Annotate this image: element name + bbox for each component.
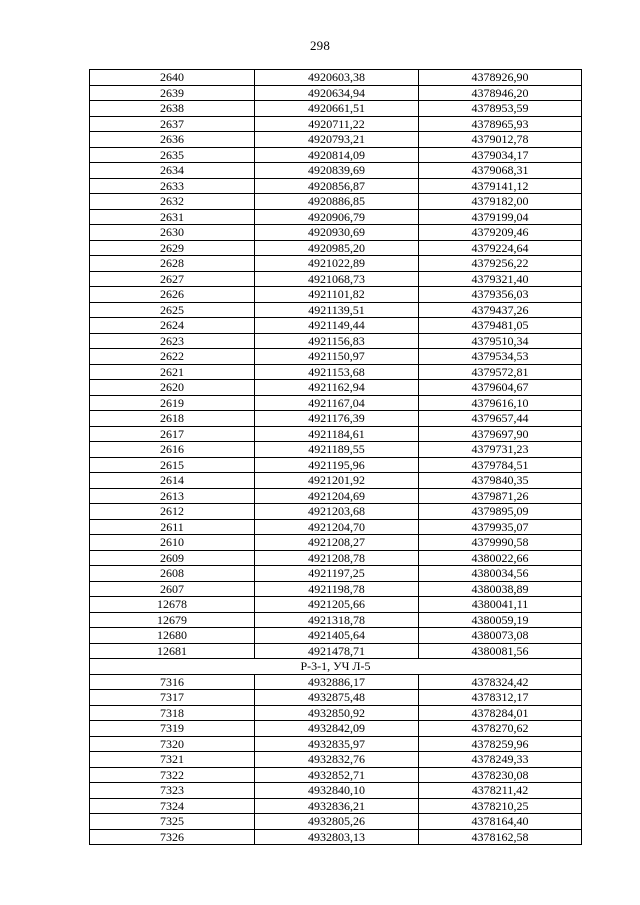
y-coordinate-cell: 4379510,34 (419, 333, 582, 349)
table-row (90, 209, 582, 225)
table-row (90, 240, 582, 256)
point-number-cell: 2611 (90, 519, 255, 535)
point-number-cell: 2614 (90, 473, 255, 489)
x-coordinate-cell: 4921208,27 (255, 535, 419, 551)
table-row (90, 85, 582, 101)
table-row (90, 643, 582, 659)
x-coordinate-cell: 4920839,69 (255, 163, 419, 179)
table-row (90, 829, 582, 845)
x-coordinate-cell: 4921156,83 (255, 333, 419, 349)
point-number-cell: 7321 (90, 752, 255, 768)
table-row (90, 271, 582, 287)
y-coordinate-cell: 4378312,17 (419, 690, 582, 706)
point-number-cell: 2626 (90, 287, 255, 303)
y-coordinate-cell: 4378284,01 (419, 705, 582, 721)
point-number-cell: 7316 (90, 674, 255, 690)
point-number-cell: 2608 (90, 566, 255, 582)
x-coordinate-cell: 4920661,51 (255, 101, 419, 117)
point-number-cell: 2613 (90, 488, 255, 504)
table-row (90, 318, 582, 334)
table-row (90, 535, 582, 551)
y-coordinate-cell: 4379572,81 (419, 364, 582, 380)
table-row (90, 302, 582, 318)
point-number-cell: 2617 (90, 426, 255, 442)
table-row (90, 783, 582, 799)
y-coordinate-cell: 4378965,93 (419, 116, 582, 132)
x-coordinate-cell: 4920711,22 (255, 116, 419, 132)
y-coordinate-cell: 4378270,62 (419, 721, 582, 737)
x-coordinate-cell: 4921149,44 (255, 318, 419, 334)
y-coordinate-cell: 4378164,40 (419, 814, 582, 830)
table-row (90, 814, 582, 830)
x-coordinate-cell: 4932852,71 (255, 767, 419, 783)
point-number-cell: 2625 (90, 302, 255, 318)
x-coordinate-cell: 4920930,69 (255, 225, 419, 241)
x-coordinate-cell: 4920856,87 (255, 178, 419, 194)
y-coordinate-cell: 4379199,04 (419, 209, 582, 225)
y-coordinate-cell: 4379256,22 (419, 256, 582, 272)
table-row (90, 147, 582, 163)
x-coordinate-cell: 4920603,38 (255, 70, 419, 86)
table-row (90, 457, 582, 473)
table-row (90, 752, 582, 768)
y-coordinate-cell: 4379871,26 (419, 488, 582, 504)
table-row (90, 473, 582, 489)
point-number-cell: 2607 (90, 581, 255, 597)
table-row (90, 411, 582, 427)
point-number-cell: 7325 (90, 814, 255, 830)
table-row (90, 132, 582, 148)
x-coordinate-cell: 4932886,17 (255, 674, 419, 690)
table-row (90, 674, 582, 690)
point-number-cell: 2636 (90, 132, 255, 148)
table-row (90, 767, 582, 783)
x-coordinate-cell: 4932850,92 (255, 705, 419, 721)
x-coordinate-cell: 4921198,78 (255, 581, 419, 597)
y-coordinate-cell: 4379657,44 (419, 411, 582, 427)
point-number-cell: 2630 (90, 225, 255, 241)
y-coordinate-cell: 4379731,23 (419, 442, 582, 458)
y-coordinate-cell: 4379697,90 (419, 426, 582, 442)
table-row (90, 225, 582, 241)
y-coordinate-cell: 4379481,05 (419, 318, 582, 334)
y-coordinate-cell: 4378210,25 (419, 798, 582, 814)
section-header-body (90, 659, 582, 675)
x-coordinate-cell: 4921197,25 (255, 566, 419, 582)
point-number-cell: 2615 (90, 457, 255, 473)
table-row (90, 581, 582, 597)
table-row (90, 101, 582, 117)
y-coordinate-cell: 4380038,89 (419, 581, 582, 597)
table-row (90, 380, 582, 396)
x-coordinate-cell: 4921139,51 (255, 302, 419, 318)
x-coordinate-cell: 4921153,68 (255, 364, 419, 380)
y-coordinate-cell: 4379321,40 (419, 271, 582, 287)
x-coordinate-cell: 4921195,96 (255, 457, 419, 473)
y-coordinate-cell: 4379012,78 (419, 132, 582, 148)
table-row (90, 488, 582, 504)
point-number-cell: 12681 (90, 643, 255, 659)
table-row (90, 566, 582, 582)
point-number-cell: 2618 (90, 411, 255, 427)
table-row (90, 364, 582, 380)
table-row (90, 426, 582, 442)
table-row (90, 287, 582, 303)
table-row (90, 256, 582, 272)
table-row (90, 597, 582, 613)
point-number-cell: 2622 (90, 349, 255, 365)
point-number-cell: 12680 (90, 628, 255, 644)
point-number-cell: 2631 (90, 209, 255, 225)
table-row (90, 736, 582, 752)
section-title: Р-3-1, УЧ Л-5 (90, 659, 582, 675)
x-coordinate-cell: 4932803,13 (255, 829, 419, 845)
point-number-cell: 2627 (90, 271, 255, 287)
table-row (90, 504, 582, 520)
point-number-cell: 7318 (90, 705, 255, 721)
point-number-cell: 2628 (90, 256, 255, 272)
table-row (90, 550, 582, 566)
point-number-cell: 2620 (90, 380, 255, 396)
table-row (90, 798, 582, 814)
y-coordinate-cell: 4378230,08 (419, 767, 582, 783)
table-row (90, 70, 582, 86)
coordinates-table-body-a (90, 70, 582, 659)
point-number-cell: 2623 (90, 333, 255, 349)
point-number-cell: 2610 (90, 535, 255, 551)
y-coordinate-cell: 4379068,31 (419, 163, 582, 179)
y-coordinate-cell: 4380073,08 (419, 628, 582, 644)
x-coordinate-cell: 4921176,39 (255, 411, 419, 427)
y-coordinate-cell: 4379935,07 (419, 519, 582, 535)
x-coordinate-cell: 4921205,66 (255, 597, 419, 613)
y-coordinate-cell: 4380041,11 (419, 597, 582, 613)
point-number-cell: 2621 (90, 364, 255, 380)
point-number-cell: 2632 (90, 194, 255, 210)
point-number-cell: 7323 (90, 783, 255, 799)
x-coordinate-cell: 4932832,76 (255, 752, 419, 768)
page-number: 298 (309, 38, 331, 53)
point-number-cell: 7317 (90, 690, 255, 706)
x-coordinate-cell: 4921478,71 (255, 643, 419, 659)
y-coordinate-cell: 4378324,42 (419, 674, 582, 690)
point-number-cell: 2629 (90, 240, 255, 256)
point-number-cell: 2633 (90, 178, 255, 194)
table-row (90, 442, 582, 458)
y-coordinate-cell: 4378162,58 (419, 829, 582, 845)
table-row (90, 116, 582, 132)
y-coordinate-cell: 4380059,19 (419, 612, 582, 628)
x-coordinate-cell: 4921150,97 (255, 349, 419, 365)
table-row (90, 163, 582, 179)
y-coordinate-cell: 4379534,53 (419, 349, 582, 365)
x-coordinate-cell: 4932842,09 (255, 721, 419, 737)
y-coordinate-cell: 4379224,64 (419, 240, 582, 256)
x-coordinate-cell: 4921318,78 (255, 612, 419, 628)
x-coordinate-cell: 4932835,97 (255, 736, 419, 752)
table-row (90, 628, 582, 644)
y-coordinate-cell: 4378259,96 (419, 736, 582, 752)
y-coordinate-cell: 4379616,10 (419, 395, 582, 411)
y-coordinate-cell: 4378926,90 (419, 70, 582, 86)
table-row (90, 705, 582, 721)
y-coordinate-cell: 4378249,33 (419, 752, 582, 768)
x-coordinate-cell: 4921189,55 (255, 442, 419, 458)
point-number-cell: 2638 (90, 101, 255, 117)
y-coordinate-cell: 4378953,59 (419, 101, 582, 117)
x-coordinate-cell: 4920985,20 (255, 240, 419, 256)
y-coordinate-cell: 4379990,58 (419, 535, 582, 551)
point-number-cell: 7322 (90, 767, 255, 783)
point-number-cell: 2612 (90, 504, 255, 520)
point-number-cell: 12679 (90, 612, 255, 628)
point-number-cell: 7326 (90, 829, 255, 845)
x-coordinate-cell: 4921204,69 (255, 488, 419, 504)
coordinates-table (89, 69, 582, 845)
x-coordinate-cell: 4920814,09 (255, 147, 419, 163)
table-row (90, 519, 582, 535)
y-coordinate-cell: 4380022,66 (419, 550, 582, 566)
x-coordinate-cell: 4921208,78 (255, 550, 419, 566)
x-coordinate-cell: 4932805,26 (255, 814, 419, 830)
point-number-cell: 2634 (90, 163, 255, 179)
x-coordinate-cell: 4921405,64 (255, 628, 419, 644)
table-row (90, 612, 582, 628)
point-number-cell: 7320 (90, 736, 255, 752)
x-coordinate-cell: 4920634,94 (255, 85, 419, 101)
x-coordinate-cell: 4920793,21 (255, 132, 419, 148)
y-coordinate-cell: 4379141,12 (419, 178, 582, 194)
coordinates-table-body-b (90, 674, 582, 845)
x-coordinate-cell: 4932840,10 (255, 783, 419, 799)
y-coordinate-cell: 4379895,09 (419, 504, 582, 520)
y-coordinate-cell: 4379182,00 (419, 194, 582, 210)
table-row (90, 349, 582, 365)
y-coordinate-cell: 4378211,42 (419, 783, 582, 799)
table-row (90, 194, 582, 210)
table-row (90, 178, 582, 194)
x-coordinate-cell: 4921167,04 (255, 395, 419, 411)
y-coordinate-cell: 4378946,20 (419, 85, 582, 101)
y-coordinate-cell: 4379356,03 (419, 287, 582, 303)
table-row (90, 690, 582, 706)
point-number-cell: 2640 (90, 70, 255, 86)
y-coordinate-cell: 4379840,35 (419, 473, 582, 489)
x-coordinate-cell: 4921022,89 (255, 256, 419, 272)
x-coordinate-cell: 4932875,48 (255, 690, 419, 706)
point-number-cell: 7324 (90, 798, 255, 814)
y-coordinate-cell: 4379784,51 (419, 457, 582, 473)
point-number-cell: 2616 (90, 442, 255, 458)
x-coordinate-cell: 4921101,82 (255, 287, 419, 303)
y-coordinate-cell: 4379437,26 (419, 302, 582, 318)
y-coordinate-cell: 4380034,56 (419, 566, 582, 582)
point-number-cell: 2639 (90, 85, 255, 101)
point-number-cell: 2624 (90, 318, 255, 334)
point-number-cell: 2637 (90, 116, 255, 132)
x-coordinate-cell: 4921203,68 (255, 504, 419, 520)
point-number-cell: 2619 (90, 395, 255, 411)
point-number-cell: 2635 (90, 147, 255, 163)
y-coordinate-cell: 4380081,56 (419, 643, 582, 659)
y-coordinate-cell: 4379034,17 (419, 147, 582, 163)
x-coordinate-cell: 4920906,79 (255, 209, 419, 225)
x-coordinate-cell: 4921201,92 (255, 473, 419, 489)
table-row (90, 395, 582, 411)
x-coordinate-cell: 4920886,85 (255, 194, 419, 210)
x-coordinate-cell: 4921162,94 (255, 380, 419, 396)
section-header-row (90, 659, 582, 675)
point-number-cell: 2609 (90, 550, 255, 566)
x-coordinate-cell: 4921068,73 (255, 271, 419, 287)
x-coordinate-cell: 4921204,70 (255, 519, 419, 535)
point-number-cell: 7319 (90, 721, 255, 737)
x-coordinate-cell: 4921184,61 (255, 426, 419, 442)
x-coordinate-cell: 4932836,21 (255, 798, 419, 814)
y-coordinate-cell: 4379209,46 (419, 225, 582, 241)
y-coordinate-cell: 4379604,67 (419, 380, 582, 396)
table-row (90, 333, 582, 349)
table-row (90, 721, 582, 737)
point-number-cell: 12678 (90, 597, 255, 613)
